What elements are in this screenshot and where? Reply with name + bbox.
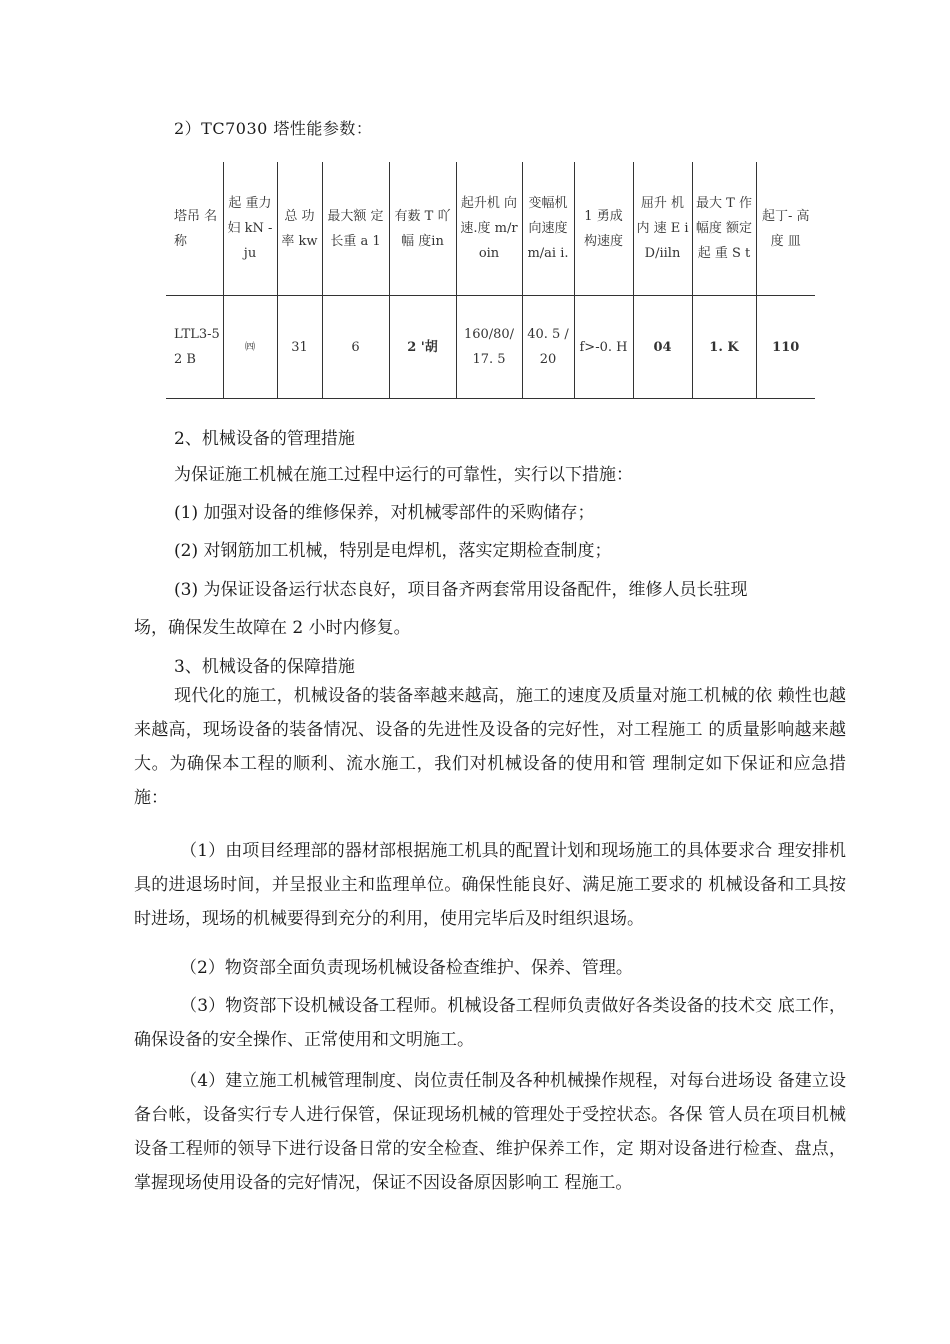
header-cell: 起升机 向速.度 m/roin <box>456 162 522 296</box>
header-cell: 最大 T 作幅度 额定起 重 S t <box>692 162 756 296</box>
table-cell: 04 <box>633 296 692 399</box>
header-cell: 有薮 T 吖幅 度in <box>389 162 456 296</box>
header-cell: 起 重力妇 kN - ju <box>223 162 277 296</box>
section-2-item-2: (2) 对钢筋加工机械，特别是电焊机，落实定期检查制度； <box>174 541 612 561</box>
table-cell: 6 <box>322 296 389 399</box>
table-cell: 2 '胡 <box>389 296 456 399</box>
section-2-item-3-continued: 场，确保发生故障在 2 小时内修复。 <box>134 618 411 638</box>
table-cell: LTL3-52 B <box>166 296 223 399</box>
table-header-row <box>166 162 815 296</box>
section-2-item-3: (3) 为保证设备运行状态良好，项目备齐两套常用设备配件，维修人员长驻现 <box>174 580 748 600</box>
table-cell: 160/80/ 17. 5 <box>456 296 522 399</box>
header-cell: 最大额 定长重 a 1 <box>322 162 389 296</box>
paragraph-text: 现代化的施工，机械设备的装备率越来越高，施工的速度及质量对施工机械的依 赖性也越来越高，现场设备的装备情况、设备的先进性及设备的完好性，对工程施工 的质量影响越来越大。为确保本工程的顺利、流水施工，我们对机械设备的使用和管 理制定如下保证和应急措施： <box>134 686 846 808</box>
section-3-paragraph-1 <box>134 679 846 815</box>
header-cell: 起丁- 高度 皿 <box>756 162 815 296</box>
header-cell: 屈升 机内 速 E iD/iiln <box>633 162 692 296</box>
table-cell: 110 <box>756 296 815 399</box>
section-2-intro: 为保证施工机械在施工过程中运行的可靠性，实行以下措施： <box>174 465 633 485</box>
paragraph-text: （2）物资部全面负责现场机械设备检查维护、保养、管理。 <box>180 958 633 978</box>
table-cell: ㈣ <box>223 296 277 399</box>
section-2-item-1: (1) 加强对设备的维修保养，对机械零部件的采购储存； <box>174 503 595 523</box>
paragraph-text: （3）物资部下设机械设备工程师。机械设备工程师负责做好各类设备的技术交 底工作，确保设备的安全操作、正常使用和文明施工。 <box>134 996 846 1050</box>
header-cell: 1 勇成 构速度 <box>574 162 633 296</box>
section-3-paragraph-2 <box>134 834 846 936</box>
table-cell: 40. 5 /20 <box>522 296 574 399</box>
table-cell: f>-0. H <box>574 296 633 399</box>
section-3-paragraph-4 <box>134 989 846 1057</box>
header-cell: 塔吊 名称 <box>166 162 223 296</box>
section-2-title: 2、机械设备的管理措施 <box>174 429 355 449</box>
table-cell: 1. K <box>692 296 756 399</box>
section-3-paragraph-3 <box>134 951 846 985</box>
paragraph-text: （4）建立施工机械管理制度、岗位责任制及各种机械操作规程，对每台进场设 备建立设备台帐，设备实行专人进行保管，保证现场机械的管理处于受控状态。各保 管人员在项目机械设备工程师的领导下进行设备日常的安全检查、维护保养工作，定 期对设备进行检查、盘点，掌握现场使用设备的完好情况，保证不因设备原因影响工 程施工。 <box>134 1071 846 1193</box>
header-cell: 变幅机向速度 m/ai i. <box>522 162 574 296</box>
tower-crane-spec-table <box>166 162 815 399</box>
paragraph-text: （1）由项目经理部的器材部根据施工机具的配置计划和现场施工的具体要求合 理安排机具的进退场时间，并呈报业主和监理单位。确保性能良好、满足施工要求的 机械设备和工具按时进场，现场的机械要得到充分的利用，使用完毕后及时组织退场。 <box>134 841 846 929</box>
section-3-paragraph-5 <box>134 1064 846 1200</box>
section-3-title: 3、机械设备的保障措施 <box>174 657 355 677</box>
header-cell: 总 功率 kw <box>277 162 322 296</box>
table-row <box>166 296 815 399</box>
table-caption: 2）TC7030 塔性能参数： <box>174 119 373 138</box>
table-cell: 31 <box>277 296 322 399</box>
